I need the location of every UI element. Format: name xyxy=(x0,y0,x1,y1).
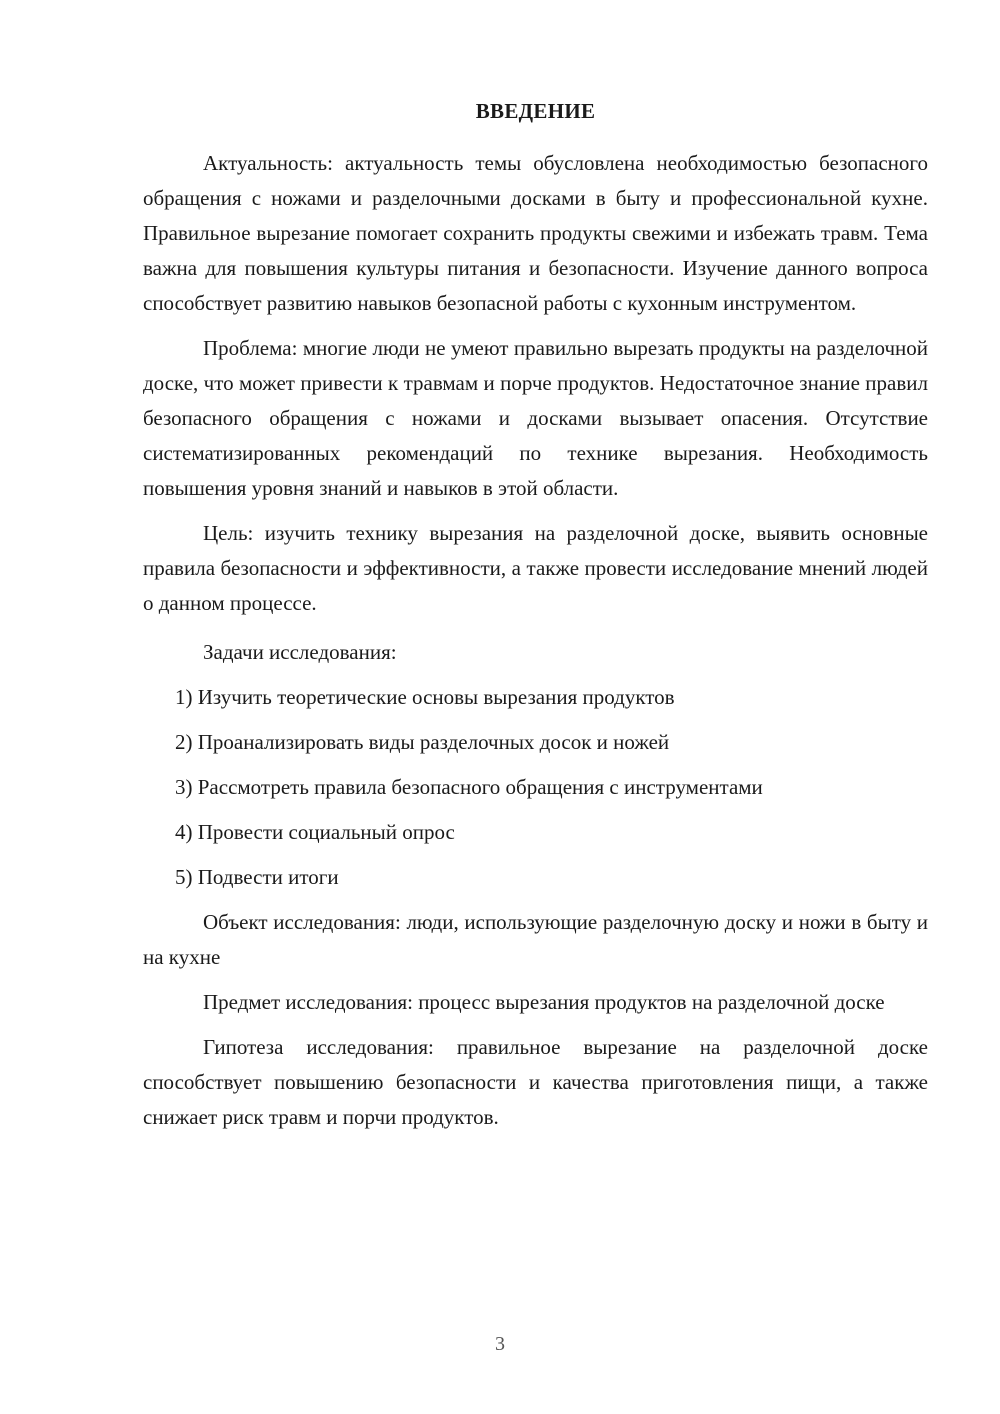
goal-paragraph: Цель: изучить технику вырезания на разделочной доске, выявить основные правила безопасности и эффективности, а также провести исследование мнений людей о данном процессе. xyxy=(143,521,928,615)
task-item-2: 2) Проанализировать виды разделочных досок и ножей xyxy=(175,730,670,754)
task-item-4: 4) Провести социальный опрос xyxy=(175,820,455,844)
hypothesis-paragraph: Гипотеза исследования: правильное вырезание на разделочной доске способствует повышению безопасности и качества приготовления пищи, а также снижает риск травм и порчи продуктов. xyxy=(143,1035,928,1129)
object-paragraph: Объект исследования: люди, использующие разделочную доску и ножи в быту и на кухне xyxy=(143,910,928,969)
page-title: ВВЕДЕНИЕ xyxy=(475,99,596,123)
task-list xyxy=(143,680,928,895)
problem-paragraph: Проблема: многие люди не умеют правильно вырезать продукты на разделочной доске, что может привести к травмам и порче продуктов. Недостаточное знание правил безопасного обращения с ножами и досками вызывает опасения. Отсутствие систематизированных рекомендаций по технике вырезания. Необходимость повышения уровня знаний и навыков в этой области. xyxy=(143,336,928,500)
relevance-paragraph: Актуальность: актуальность темы обусловлена необходимостью безопасного обращения с ножами и разделочными досками в быту и профессиональной кухне. Правильное вырезание помогает сохранить продукты свежими и избежать травм. Тема важна для повышения культуры питания и безопасности. Изучение данного вопроса способствует развитию навыков безопасной работы с кухонным инструментом. xyxy=(143,151,928,315)
subject-paragraph: Предмет исследования: процесс вырезания продуктов на разделочной доске xyxy=(203,990,885,1014)
task-item-3: 3) Рассмотреть правила безопасного обращения с инструментами xyxy=(175,775,763,799)
tasks-heading: Задачи исследования: xyxy=(203,640,397,664)
page-number: 3 xyxy=(495,1333,505,1355)
task-item-5: 5) Подвести итоги xyxy=(175,865,339,889)
task-item-1: 1) Изучить теоретические основы вырезания продуктов xyxy=(175,685,675,709)
document-page xyxy=(143,96,928,1145)
